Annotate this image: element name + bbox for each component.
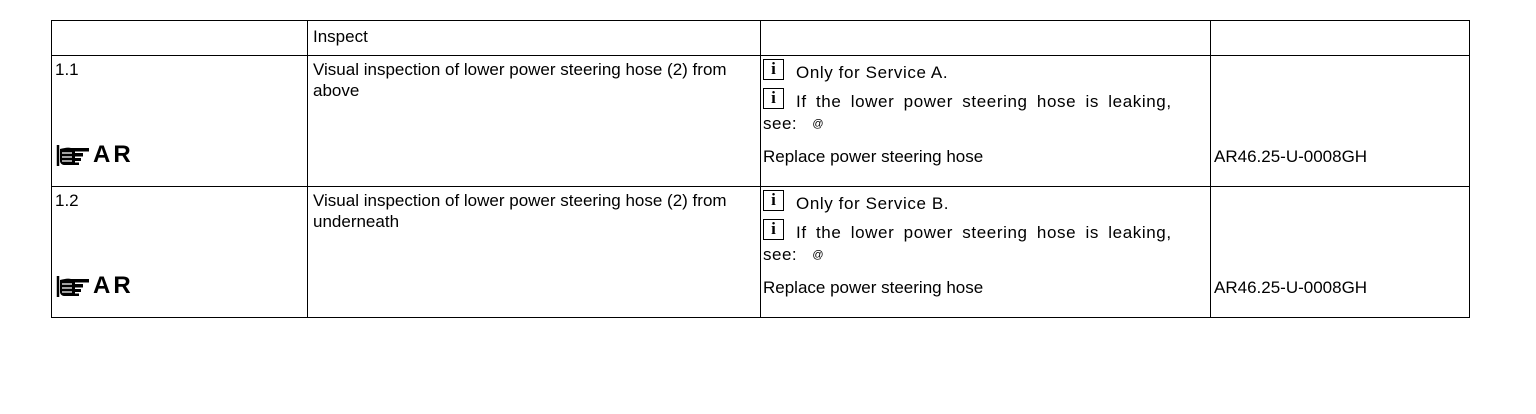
inspection-description: Visual inspection of lower power steering hose (2) from above (313, 60, 727, 100)
ar-marker (56, 273, 134, 299)
header-cell-notes (761, 21, 1211, 56)
leak-note-text: If the lower power steering hose is leaking, (796, 92, 1172, 111)
service-note (763, 190, 949, 214)
leak-note (763, 88, 1186, 112)
document-reference[interactable]: AR46.25-U-0008GH (1214, 278, 1368, 297)
info-icon[interactable]: i (763, 88, 784, 109)
reference-cell (1211, 56, 1470, 187)
reference-link-icon[interactable]: @ (812, 118, 825, 131)
step-number: 1.2 (55, 191, 79, 210)
see-label: see: (763, 114, 798, 133)
step-cell (52, 56, 308, 187)
notes-cell (761, 56, 1211, 187)
service-note (763, 59, 948, 83)
pointing-hand-icon (56, 142, 92, 168)
table-row (52, 187, 1470, 318)
see-reference (763, 113, 824, 135)
pointing-hand-icon (56, 273, 92, 299)
table-header-row (52, 21, 1470, 56)
description-cell (308, 187, 761, 318)
service-note-text: Only for Service A. (796, 63, 949, 82)
reference-link-icon[interactable]: @ (812, 249, 825, 262)
notes-cell (761, 187, 1211, 318)
header-cell-step (52, 21, 308, 56)
step-number: 1.1 (55, 60, 79, 79)
ar-label: AR (93, 141, 134, 168)
description-cell (308, 56, 761, 187)
document-reference[interactable]: AR46.25-U-0008GH (1214, 147, 1368, 166)
info-icon[interactable]: i (763, 219, 784, 240)
header-cell-reference (1211, 21, 1470, 56)
info-icon[interactable]: i (763, 59, 784, 80)
info-icon[interactable]: i (763, 190, 784, 211)
leak-note-text: If the lower power steering hose is leaking, (796, 223, 1172, 242)
inspection-description: Visual inspection of lower power steering hose (2) from underneath (313, 191, 727, 231)
section-title: Inspect (313, 27, 368, 46)
ar-label: AR (93, 272, 134, 299)
action-text: Replace power steering hose (763, 278, 984, 297)
inspection-table (51, 20, 1470, 318)
leak-note (763, 219, 1186, 243)
action-text: Replace power steering hose (763, 147, 984, 166)
see-label: see: (763, 245, 798, 264)
service-note-text: Only for Service B. (796, 194, 950, 213)
table-row (52, 56, 1470, 187)
header-cell-inspect (308, 21, 761, 56)
ar-marker (56, 142, 134, 168)
reference-cell (1211, 187, 1470, 318)
see-reference (763, 244, 824, 266)
step-cell (52, 187, 308, 318)
